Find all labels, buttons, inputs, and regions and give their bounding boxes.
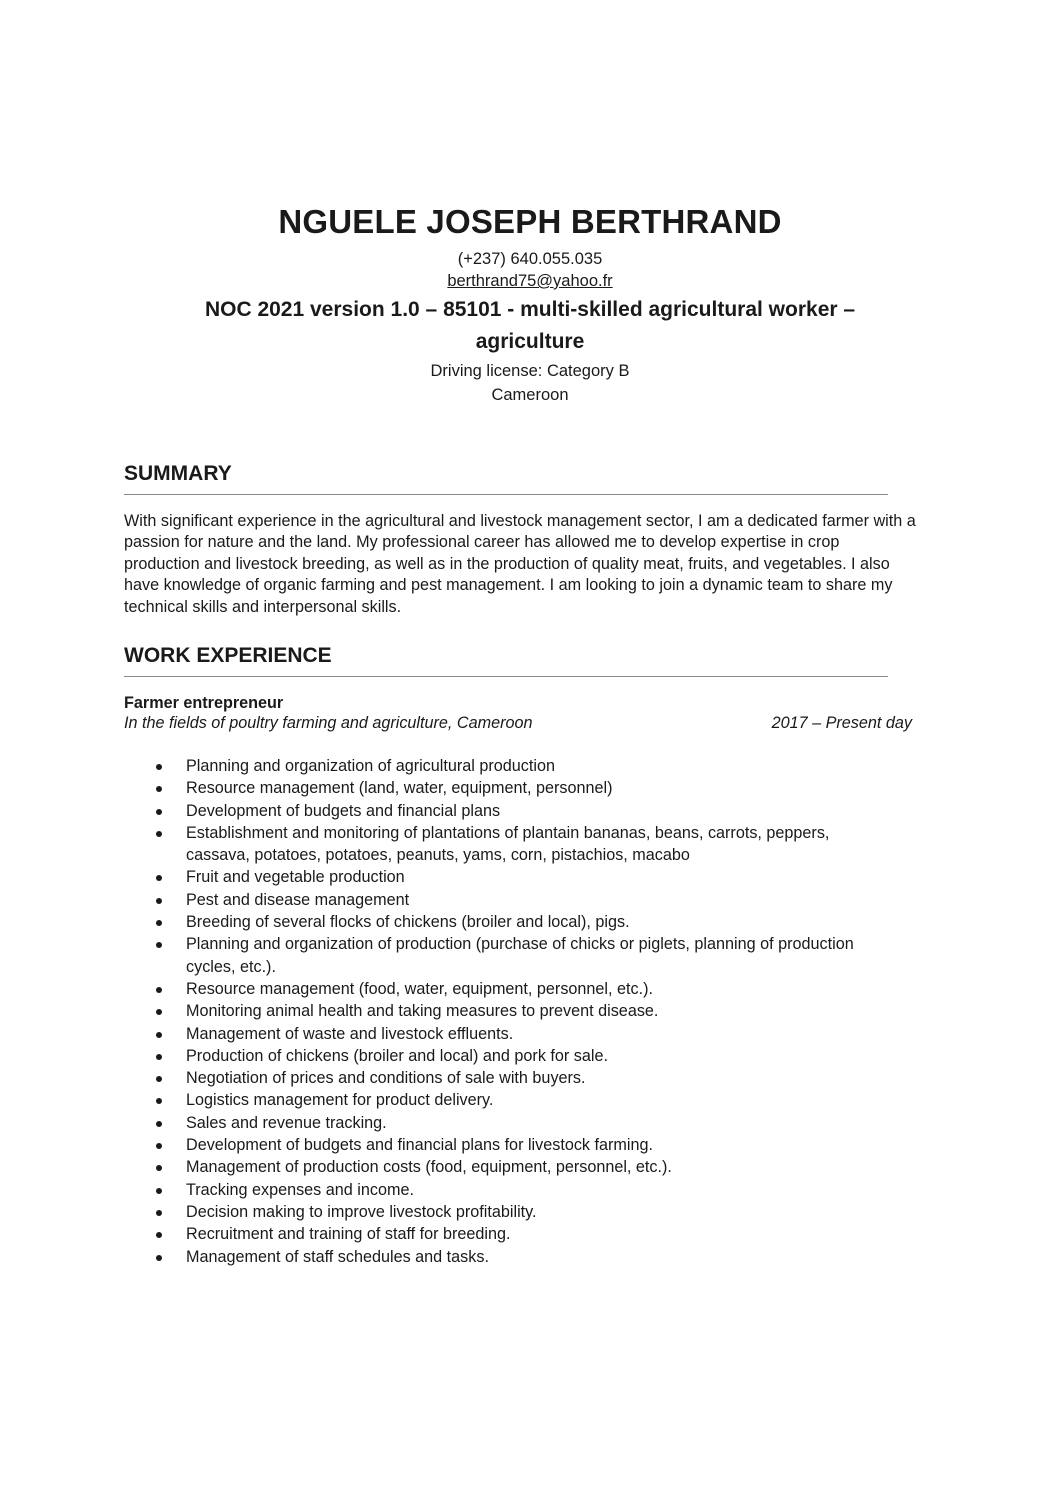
list-item-text: Planning and organization of agricultural production xyxy=(186,757,555,775)
summary-section xyxy=(124,460,916,618)
job-duties-list xyxy=(124,755,864,1268)
bullet-dot-icon xyxy=(156,1165,162,1171)
country: Cameroon xyxy=(491,386,569,404)
bullet-dot-icon xyxy=(156,1121,162,1127)
list-item-text: Planning and organization of production (purchase of chicks or piglets, planning of production cycles, etc.). xyxy=(186,935,854,976)
bullet-dot-icon xyxy=(156,1009,162,1015)
list-item xyxy=(124,1201,864,1223)
bullet-dot-icon xyxy=(156,786,162,792)
list-item xyxy=(124,1045,864,1067)
driving-license: Driving license: Category B xyxy=(430,362,630,380)
list-item xyxy=(124,1067,864,1089)
list-item xyxy=(124,889,864,911)
phone-number: (+237) 640.055.035 xyxy=(457,250,603,268)
bullet-dot-icon xyxy=(156,1098,162,1104)
list-item-text: Development of budgets and financial plans xyxy=(186,801,501,820)
list-item xyxy=(124,1179,864,1201)
list-item xyxy=(124,1000,864,1022)
list-item xyxy=(124,933,864,978)
list-item-text: Production of chickens (broiler and local) and pork for sale. xyxy=(186,1046,608,1065)
bullet-dot-icon xyxy=(156,831,162,837)
resume-header xyxy=(0,200,1060,406)
list-item-text: Tracking expenses and income. xyxy=(186,1180,414,1199)
bullet-dot-icon xyxy=(156,1255,162,1261)
bullet-dot-icon xyxy=(156,1188,162,1194)
list-item xyxy=(124,866,864,888)
bullet-dot-icon xyxy=(156,1232,162,1238)
summary-heading: SUMMARY xyxy=(124,460,888,495)
list-item-text: Resource management (land, water, equipment, personnel) xyxy=(186,779,613,798)
list-item-text: Recruitment and training of staff for breeding. xyxy=(186,1225,511,1244)
job-title: Farmer entrepreneur xyxy=(124,694,284,712)
work-experience-section xyxy=(124,642,912,1268)
job-meta xyxy=(124,713,912,733)
list-item xyxy=(124,1134,864,1156)
work-experience-heading: WORK EXPERIENCE xyxy=(124,642,888,677)
bullet-dot-icon xyxy=(156,875,162,881)
bullet-dot-icon xyxy=(156,987,162,993)
list-item xyxy=(124,1223,864,1245)
bullet-dot-icon xyxy=(156,1054,162,1060)
list-item-text: Logistics management for product delivery. xyxy=(186,1091,494,1110)
list-item-text: Pest and disease management xyxy=(186,890,410,909)
job-dates: 2017 – Present day xyxy=(771,714,912,732)
list-item xyxy=(124,911,864,933)
bullet-dot-icon xyxy=(156,1076,162,1082)
bullet-dot-icon xyxy=(156,942,162,948)
list-item-text: Resource management (food, water, equipment, personnel, etc.). xyxy=(186,979,653,998)
bullet-dot-icon xyxy=(156,809,162,815)
list-item-text: Establishment and monitoring of plantations of plantain bananas, beans, carrots, peppers, cassava, potatoes, potatoes, peanuts, yams, corn, pistachios, macabo xyxy=(186,823,830,865)
list-item xyxy=(124,1089,864,1111)
list-item xyxy=(124,978,864,1000)
list-item-text: Monitoring animal health and taking measures to prevent disease. xyxy=(186,1002,659,1021)
summary-paragraph: With significant experience in the agricultural and livestock management sector, I am a dedicated farmer with a passion for nature and the land. My professional career has allowed me to develop expertise in crop production and livestock breeding, as well as in the production of quality meat, fruits, and vegetables. I also have knowledge of organic farming and pest management. I am looking to join a dynamic team to share my technical skills and interpersonal skills. xyxy=(124,512,916,616)
list-item xyxy=(124,1156,864,1178)
bullet-dot-icon xyxy=(156,1143,162,1149)
list-item-text: Sales and revenue tracking. xyxy=(186,1113,387,1132)
bullet-dot-icon xyxy=(156,898,162,904)
list-item xyxy=(124,755,864,777)
list-item-text: Development of budgets and financial plans for livestock farming. xyxy=(186,1136,653,1155)
list-item xyxy=(124,800,864,822)
list-item xyxy=(124,1112,864,1134)
list-item-text: Fruit and vegetable production xyxy=(186,868,405,887)
job-location: In the fields of poultry farming and agriculture, Cameroon xyxy=(124,714,533,732)
candidate-name: NGUELE JOSEPH BERTHRAND xyxy=(278,203,782,240)
bullet-dot-icon xyxy=(156,920,162,926)
list-item-text: Management of production costs (food, equipment, personnel, etc.). xyxy=(186,1158,672,1177)
bullet-dot-icon xyxy=(156,1210,162,1216)
list-item-text: Breeding of several flocks of chickens (broiler and local), pigs. xyxy=(186,913,630,932)
noc-title-line1: NOC 2021 version 1.0 – 85101 - multi-skilled agricultural worker – xyxy=(204,298,856,321)
bullet-dot-icon xyxy=(156,764,162,770)
list-item xyxy=(124,777,864,799)
list-item xyxy=(124,1246,864,1268)
bullet-dot-icon xyxy=(156,1032,162,1038)
list-item xyxy=(124,1023,864,1045)
list-item-text: Decision making to improve livestock profitability. xyxy=(186,1202,537,1221)
email-link[interactable]: berthrand75@yahoo.fr xyxy=(447,272,613,290)
list-item xyxy=(124,822,864,867)
list-item-text: Management of waste and livestock effluents. xyxy=(186,1024,514,1043)
noc-title-line2: agriculture xyxy=(475,330,585,353)
list-item-text: Negotiation of prices and conditions of sale with buyers. xyxy=(186,1069,586,1088)
list-item-text: Management of staff schedules and tasks. xyxy=(186,1247,489,1266)
